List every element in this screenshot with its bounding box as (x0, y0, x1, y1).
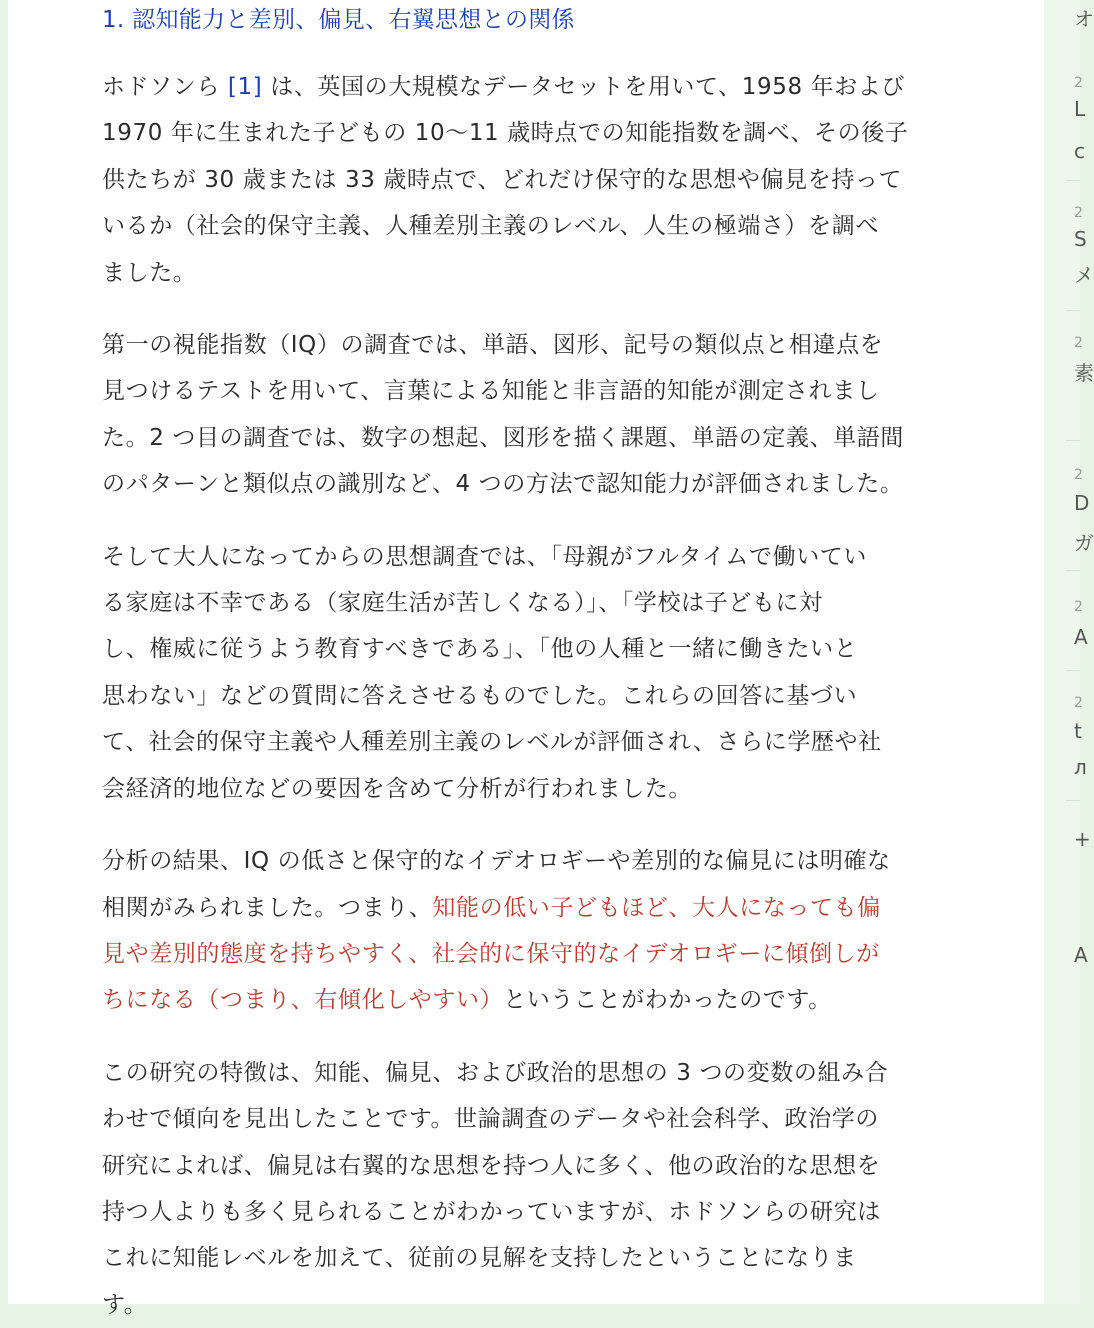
paragraph-line (102, 1235, 962, 1281)
paragraph-line (102, 250, 962, 296)
sidebar-fragment[interactable]: t (1074, 719, 1082, 743)
text-segment: す。 (102, 1291, 148, 1318)
text-segment: そして大人になってからの思想調査では、「母親がフルタイムで働いてい (102, 543, 867, 570)
highlighted-text: 知能の低い子どもほど、大人になっても偏 (432, 894, 881, 921)
paragraph-list (102, 64, 962, 1328)
sidebar-fragment[interactable]: A (1074, 625, 1088, 649)
sidebar-fragment[interactable]: オ (1074, 7, 1094, 31)
paragraph (102, 1050, 962, 1328)
sidebar-divider (1066, 800, 1080, 801)
sidebar-divider (1066, 670, 1080, 671)
paragraph-line (102, 626, 962, 672)
text-segment: この研究の特徴は、知能、偏見、および政治的思想の 3 つの変数の組み合 (102, 1059, 889, 1086)
paragraph-line (102, 719, 962, 765)
left-gutter (0, 0, 8, 1304)
paragraph (102, 534, 962, 812)
paragraph-line (102, 1143, 962, 1189)
text-segment: のパターンと類似点の識別など、4 つの方法で認知能力が評価されました。 (102, 471, 904, 498)
text-segment: 1970 年に生まれた子どもの 10〜11 歳時点での知能指数を調べ、その後子 (102, 120, 909, 147)
text-segment: る家庭は不幸である（家庭生活が苦しくなる）」、「学校は子どもに対 (102, 590, 823, 617)
text-segment: は、英国の大規模なデータセットを用いて、1958 年および (262, 74, 906, 100)
text-segment: 思わない」などの質問に答えさせるものでした。これらの回答に基づい (102, 682, 858, 709)
highlighted-text: ちになる（つまり、右傾化しやすい） (102, 987, 504, 1014)
sidebar-fragment[interactable]: 2 (1074, 335, 1083, 351)
paragraph (102, 838, 962, 1024)
section-heading: 1. 認知能力と差別、偏見、右翼思想との関係 (102, 7, 575, 33)
sidebar-fragment[interactable]: + (1074, 827, 1091, 851)
paragraph-line (102, 534, 962, 580)
paragraph-line (102, 673, 962, 719)
sidebar-fragment[interactable]: 2 (1074, 695, 1083, 711)
sidebar-divider (1066, 310, 1080, 311)
article-body (102, 0, 962, 1328)
text-segment: て、社会的保守主義や人種差別主義のレベルが評価され、さらに学歴や社 (102, 729, 882, 756)
sidebar-fragment[interactable]: 素 (1074, 361, 1094, 385)
paragraph-line (102, 838, 962, 884)
sidebar-divider (1066, 570, 1080, 571)
text-segment: 供たちが 30 歳または 33 歳時点で、どれだけ保守的な思想や偏見を持って (102, 166, 903, 193)
text-segment: 相関がみられました。つまり、 (102, 894, 433, 921)
text-segment: 分析の結果、IQ の低さと保守的なイデオロギーや差別的な偏見には明確な (102, 848, 891, 875)
text-segment: 会経済的地位などの要因を含めて分析が行われました。 (102, 775, 692, 802)
sidebar-fragment[interactable]: 2 (1074, 599, 1083, 615)
sidebar-divider (1066, 180, 1080, 181)
sidebar-fragment[interactable]: 2 (1074, 75, 1083, 91)
text-segment: 持つ人よりも多く見られることがわかっていますが、ホドソンらの研究は (102, 1198, 881, 1225)
paragraph-line (102, 64, 962, 110)
sidebar-fragment[interactable]: c (1074, 139, 1085, 163)
paragraph-line (102, 1282, 962, 1328)
text-segment: た。2 つ目の調査では、数字の想起、図形を描く課題、単語の定義、単語間 (102, 424, 904, 451)
paragraph-line (102, 157, 962, 203)
text-segment: わせで傾向を見出したことです。世論調査のデータや社会科学、政治学の (102, 1106, 879, 1133)
right-sidebar (1044, 0, 1094, 1304)
paragraph-line (102, 1189, 962, 1235)
paragraph-line (102, 322, 962, 368)
paragraph-line (102, 885, 962, 931)
reference-link[interactable]: [1] (227, 74, 263, 100)
paragraph (102, 322, 962, 508)
sidebar-fragment[interactable]: D (1074, 491, 1090, 515)
text-segment: 見つけるテストを用いて、言葉による知能と非言語的知能が測定されまし (102, 378, 880, 405)
sidebar-divider (1066, 440, 1080, 441)
paragraph (102, 64, 962, 296)
paragraph-line (102, 461, 962, 507)
text-segment: ました。 (102, 259, 197, 286)
highlighted-text: 見や差別的態度を持ちやすく、社会的に保守的なイデオロギーに傾倒しが (102, 940, 880, 967)
paragraph-line (102, 766, 962, 812)
paragraph-line (102, 203, 962, 249)
sidebar-fragment[interactable]: メ (1074, 263, 1094, 287)
paragraph-line (102, 580, 962, 626)
sidebar-fragment[interactable]: L (1074, 97, 1086, 121)
text-segment: し、権威に従うよう教育すべきである」、「他の人種と一緒に働きたいと (102, 636, 858, 663)
paragraph-line (102, 1050, 962, 1096)
text-segment: ホドソンら (102, 74, 228, 100)
text-segment: いるか（社会的保守主義、人種差別主義のレベル、人生の極端さ）を調べ (102, 213, 879, 240)
sidebar-fragment[interactable]: 2 (1074, 467, 1083, 483)
paragraph-line (102, 110, 962, 156)
text-segment: これに知能レベルを加えて、従前の見解を支持したということになりま (102, 1245, 857, 1272)
article-content (8, 0, 1044, 1318)
sidebar-fragment[interactable]: 2 (1074, 205, 1083, 221)
paragraph-line (102, 1096, 962, 1142)
sidebar-fragment[interactable]: л (1074, 755, 1087, 779)
paragraph-line (102, 368, 962, 414)
text-segment: 研究によれば、偏見は右翼的な思想を持つ人に多く、他の政治的な思想を (102, 1152, 881, 1179)
paragraph-line (102, 931, 962, 977)
paragraph-line (102, 977, 962, 1023)
sidebar-fragment[interactable]: A (1074, 943, 1088, 967)
text-segment: 第一の視能指数（IQ）の調査では、単語、図形、記号の類似点と相違点を (102, 332, 884, 359)
paragraph-line (102, 415, 962, 461)
text-segment: ということがわかったのです。 (503, 987, 832, 1014)
sidebar-fragment[interactable]: ガ (1074, 531, 1094, 555)
sidebar-fragment[interactable]: S (1074, 227, 1087, 251)
